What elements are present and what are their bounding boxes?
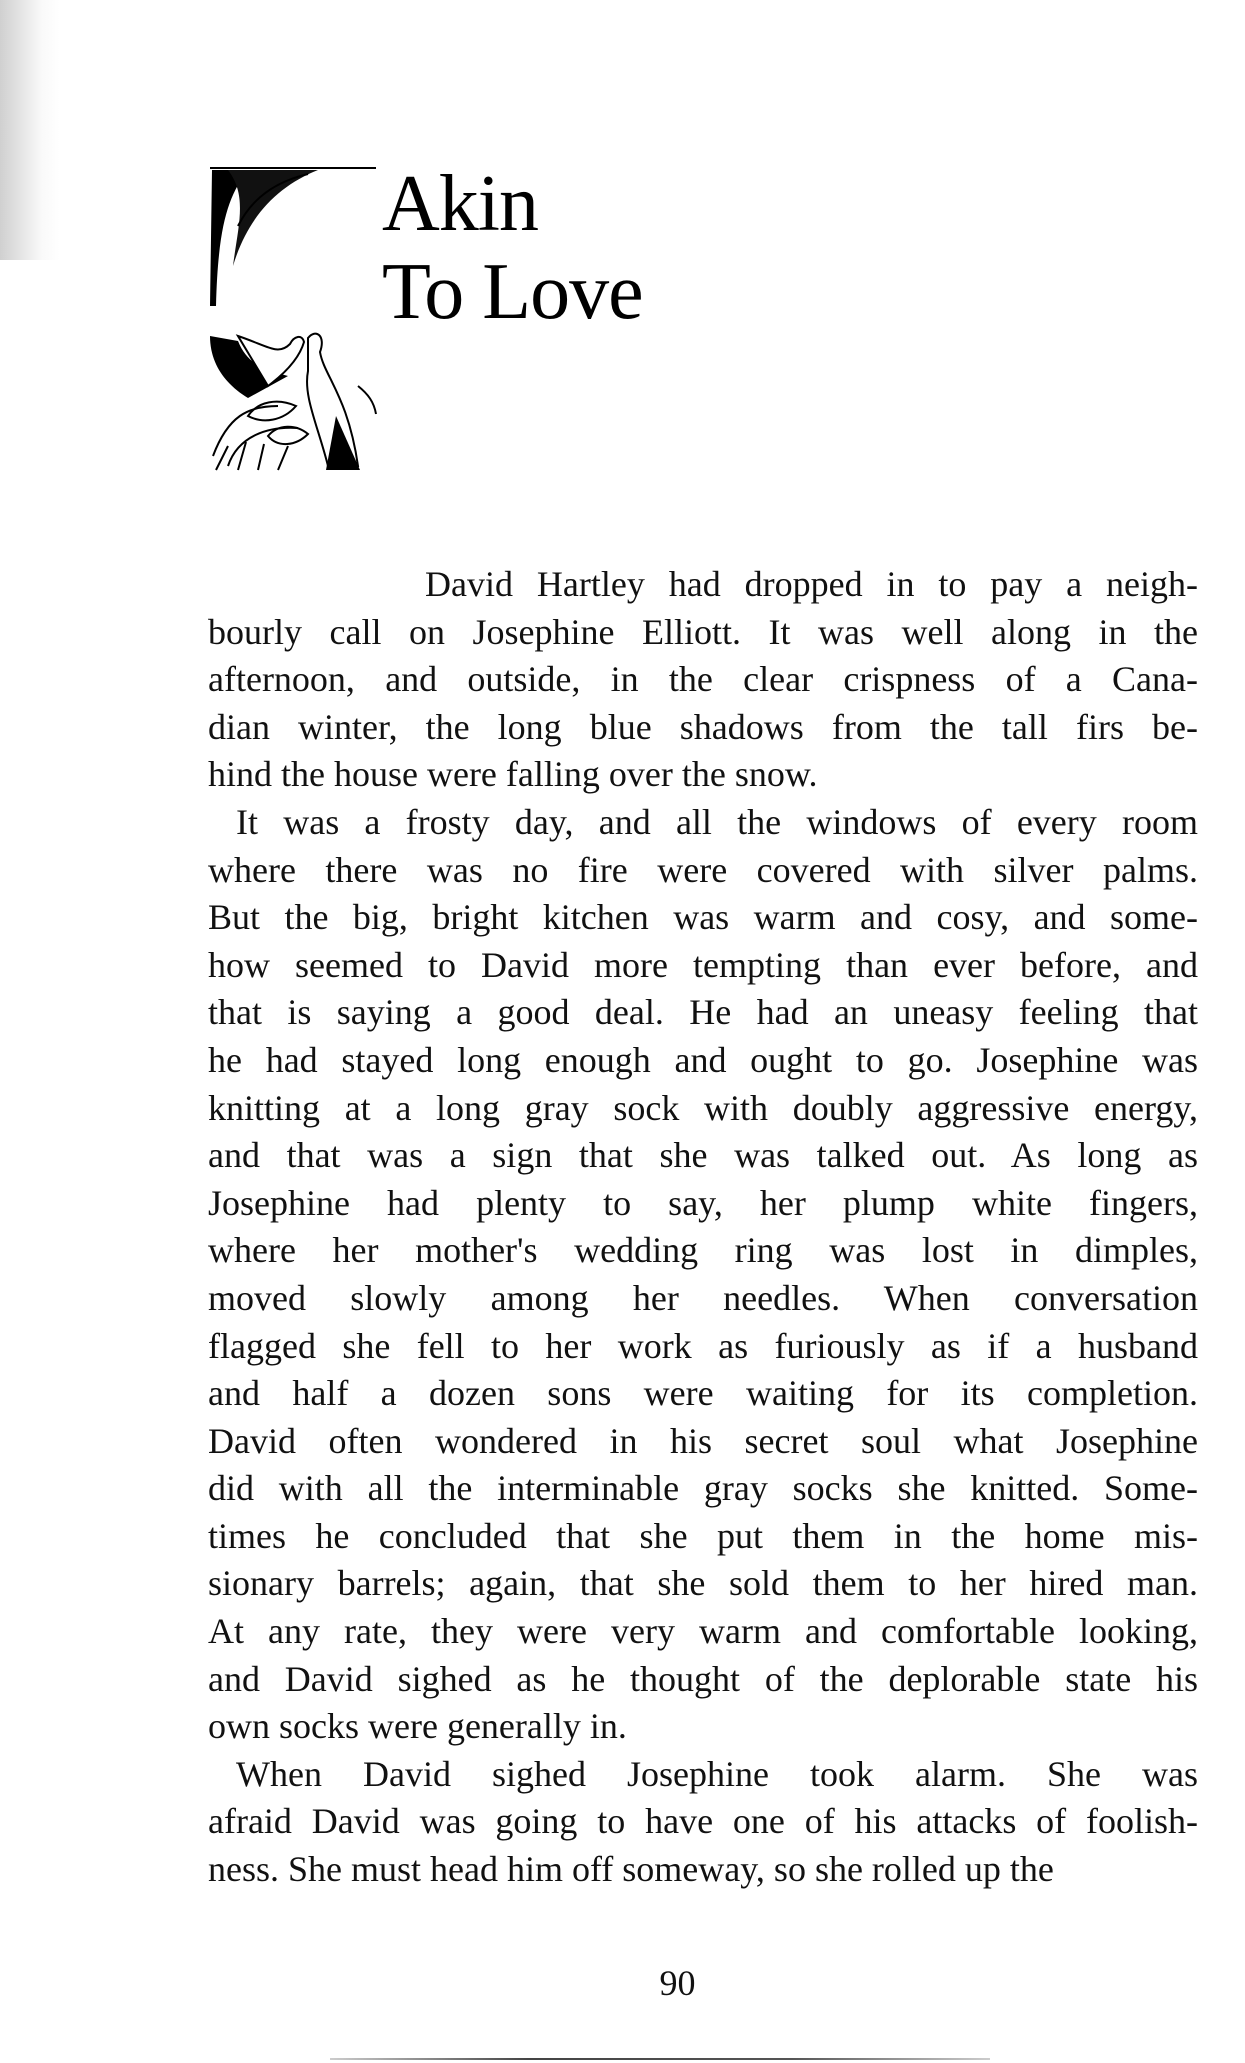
- text-line: and half a dozen sons were waiting for its completion.: [208, 1373, 1198, 1414]
- text-line: At any rate, they were very warm and comfortable looking,: [208, 1611, 1198, 1652]
- text-line: own socks were generally in.: [208, 1706, 627, 1747]
- paragraph: [208, 561, 1198, 799]
- title-line: To Love: [382, 248, 643, 336]
- text-line: hind the house were falling over the snow.: [208, 754, 818, 795]
- text-line: But the big, bright kitchen was warm and cosy, and some-: [208, 897, 1198, 938]
- scan-shadow: [0, 0, 60, 260]
- story-body: [208, 561, 1198, 1894]
- text-line: David Hartley had dropped in to pay a neigh-: [425, 564, 1198, 604]
- text-line: sionary barrels; again, that she sold them to her hired man.: [208, 1563, 1198, 1604]
- text-line: moved slowly among her needles. When conversation: [208, 1277, 1198, 1318]
- text-line: and that was a sign that she was talked out. As long as: [208, 1135, 1198, 1176]
- text-line: knitting at a long gray sock with doubly aggressive energy,: [208, 1087, 1198, 1128]
- text-line: and David sighed as he thought of the deplorable state his: [208, 1658, 1198, 1699]
- story-title: [382, 160, 643, 336]
- text-line: did with all the interminable gray socks she knitted. Some-: [208, 1468, 1198, 1509]
- doves-illustration-icon: [208, 166, 378, 472]
- text-line: David often wondered in his secret soul what Josephine: [208, 1420, 1198, 1461]
- text-line: flagged she fell to her work as furiously as if a husband: [208, 1325, 1198, 1366]
- text-line: afraid David was going to have one of his attacks of foolish-: [208, 1801, 1198, 1842]
- text-line: he had stayed long enough and ought to go. Josephine was: [208, 1039, 1198, 1080]
- text-line: When David sighed Josephine took alarm. She was: [236, 1753, 1198, 1794]
- text-line: bourly call on Josephine Elliott. It was well along in the: [208, 611, 1198, 652]
- text-line: ness. She must head him off someway, so she rolled up the: [208, 1849, 1054, 1890]
- title-line: Akin: [382, 160, 538, 248]
- paragraph: [208, 799, 1198, 1751]
- paragraph: [208, 1751, 1198, 1894]
- text-line: afternoon, and outside, in the clear crispness of a Cana-: [208, 659, 1198, 700]
- page-number: 90: [659, 1963, 696, 2003]
- text-line: how seemed to David more tempting than ever before, and: [208, 944, 1198, 985]
- text-line: times he concluded that she put them in the home mis-: [208, 1515, 1198, 1556]
- text-line: It was a frosty day, and all the windows of every room: [236, 801, 1198, 842]
- text-line: where her mother's wedding ring was lost in dimples,: [208, 1230, 1198, 1271]
- text-line: where there was no fire were covered with silver palms.: [208, 849, 1198, 890]
- text-line: Josephine had plenty to say, her plump white fingers,: [208, 1182, 1198, 1223]
- text-line: that is saying a good deal. He had an uneasy feeling that: [208, 992, 1198, 1033]
- text-line: dian winter, the long blue shadows from the tall firs be-: [208, 706, 1198, 747]
- scan-bottom-edge: [330, 2058, 990, 2060]
